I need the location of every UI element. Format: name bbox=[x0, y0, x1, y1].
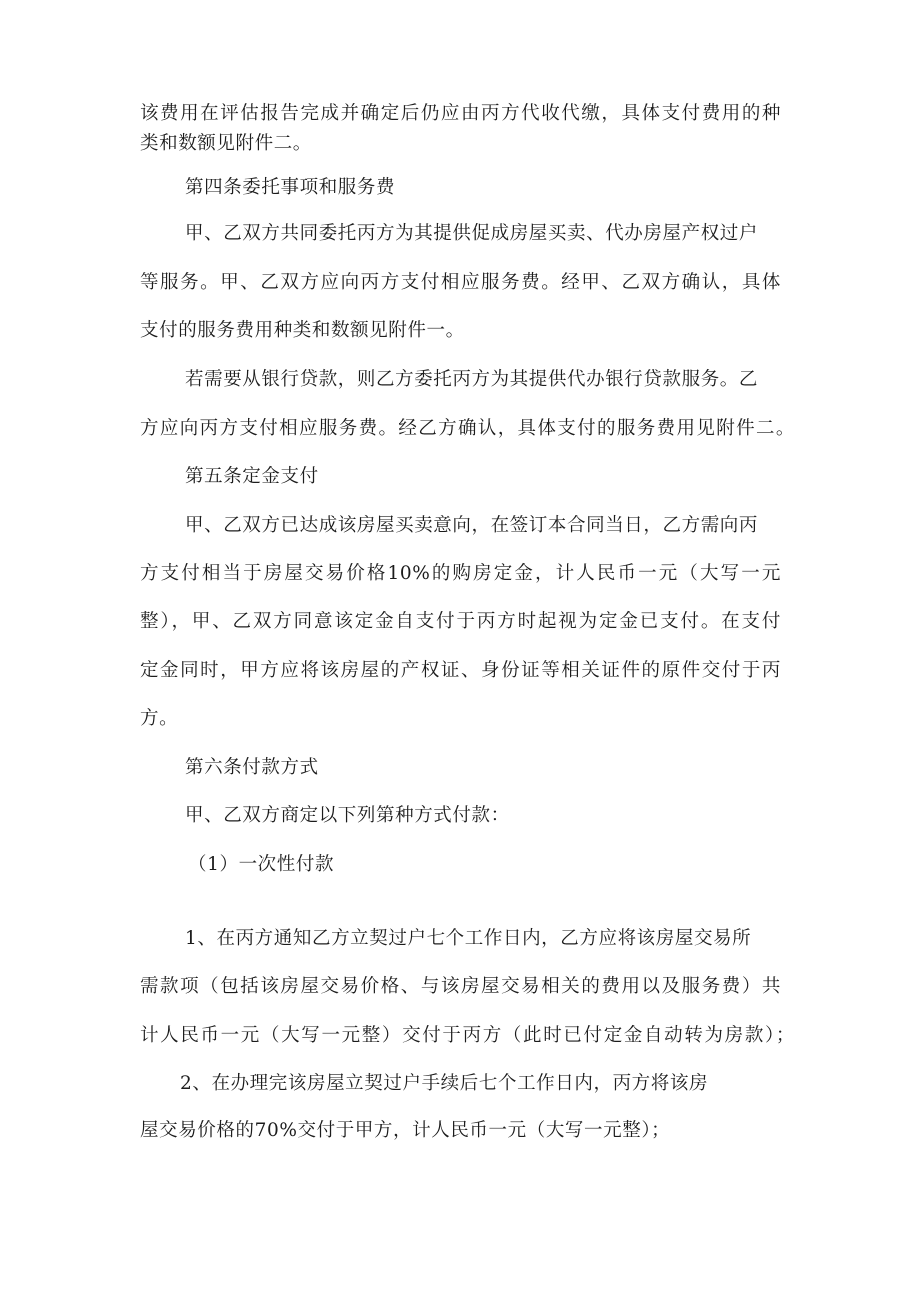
text-line: 甲、乙双方已达成该房屋买卖意向，在签订本合同当日，乙方需向丙 bbox=[185, 515, 759, 536]
list-item-heading: （1）一次性付款 bbox=[188, 854, 335, 875]
text-line: 类和数额见附件二。 bbox=[140, 133, 312, 154]
text-line: 1、在丙方通知乙方立契过户七个工作日内，乙方应将该房屋交易所 bbox=[185, 928, 752, 949]
text-line: 甲、乙双方商定以下列第种方式付款： bbox=[185, 805, 510, 826]
text-line: 甲、乙双方共同委托丙方为其提供促成房屋买卖、代办房屋产权过户 bbox=[185, 223, 759, 244]
text-line: 计人民币一元（大写一元整）交付于丙方（此时已付定金自动转为房款）； bbox=[140, 1025, 795, 1046]
text-line: 定金同时，甲方应将该房屋的产权证、身份证等相关证件的原件交付于丙 bbox=[140, 660, 781, 681]
text-line: 需款项（包括该房屋交易价格、与该房屋交易相关的费用以及服务费）共 bbox=[140, 976, 781, 997]
text-line: 方。 bbox=[140, 708, 179, 729]
section-heading: 第六条付款方式 bbox=[185, 757, 319, 778]
text-line: 方支付相当于房屋交易价格10%的购房定金，计人民币一元（大写一元 bbox=[140, 563, 781, 584]
text-line: 屋交易价格的70%交付于甲方，计人民币一元（大写一元整）； bbox=[140, 1120, 671, 1141]
text-line: 支付的服务费用种类和数额见附件一。 bbox=[140, 320, 465, 341]
text-line: 方应向丙方支付相应服务费。经乙方确认，具体支付的服务费用见附件二。 bbox=[140, 418, 795, 439]
text-line: 若需要从银行贷款，则乙方委托丙方为其提供代办银行贷款服务。乙 bbox=[185, 369, 759, 390]
text-line: 该费用在评估报告完成并确定后仍应由丙方代收代缴，具体支付费用的种 bbox=[140, 103, 781, 124]
text-line: 2、在办理完该房屋立契过户手续后七个工作日内，丙方将该房 bbox=[180, 1073, 709, 1094]
section-heading: 第五条定金支付 bbox=[185, 466, 319, 487]
section-heading: 第四条委托事项和服务费 bbox=[185, 177, 396, 198]
text-line: 等服务。甲、乙双方应向丙方支付相应服务费。经甲、乙双方确认，具体 bbox=[140, 272, 781, 293]
text-line: 整），甲、乙双方同意该定金自支付于丙方时起视为定金已支付。在支付 bbox=[140, 611, 781, 632]
